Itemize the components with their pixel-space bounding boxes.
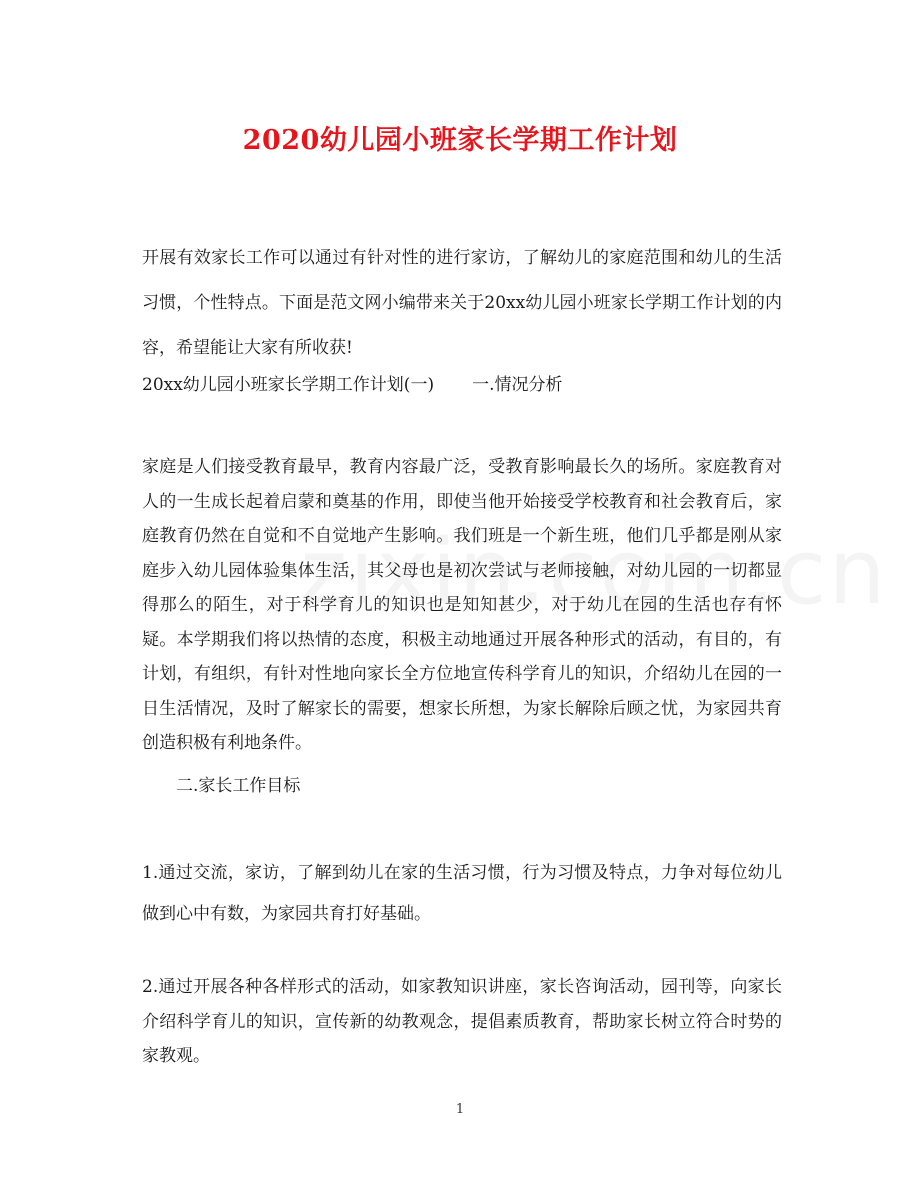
document-title: 2020幼儿园小班家长学期工作计划 (242, 125, 678, 156)
goal-item-2: 2.通过开展各种各样形式的活动，如家教知识讲座，家长咨询活动，园刊等，向家长介绍科学育儿的知识，宣传新的幼教观念，提倡素质教育，帮助家长树立符合时势的家教观。 (142, 977, 782, 1066)
family-paragraph: 家庭是人们接受教育最早，教育内容最广泛，受教育影响最长久的场所。家庭教育对人的一生成长起着启蒙和奠基的作用，即使当他开始接受学校教育和社会教育后，家庭教育仍然在自觉和不自觉地产生影响。我们班是一个新生班，他们几乎都是刚从家庭步入幼儿园体验集体生活，其父母也是初次尝试与老师接触，对幼儿园的一切都显得那么的陌生，对于科学育儿的知识也是知知甚少，对于幼儿在园的生活也存有怀疑。本学期我们将以热情的态度，积极主动地通过开展各种形式的活动，有目的，有计划，有组织，有针对性地向家长全方位地宣传科学育儿的知识，介绍幼儿在园的一日生活情况，及时了解家长的需要，想家长所想，为家长解除后顾之忧，为家园共育创造积极有利地条件。 (142, 457, 782, 753)
goal-item-1: 1.通过交流，家访，了解到幼儿在家的生活习惯，行为习惯及特点，力争对每位幼儿做到心中有数，为家园共育打好基础。 (142, 863, 782, 924)
page-number: 1 (455, 1102, 465, 1117)
intro-paragraph: 开展有效家长工作可以通过有针对性的进行家访，了解幼儿的家庭范围和幼儿的生活习惯，个性特点。下面是范文网小编带来关于20xx幼儿园小班家长学期工作计划的内容，希望能让大家有所收获! (142, 248, 782, 358)
section1-heading-line (142, 373, 782, 398)
goal-heading: 二.家长工作目标 (176, 776, 301, 796)
section1-subheading: 一.情况分析 (472, 375, 563, 395)
section1-title: 20xx幼儿园小班家长学期工作计划(一) (142, 375, 435, 395)
